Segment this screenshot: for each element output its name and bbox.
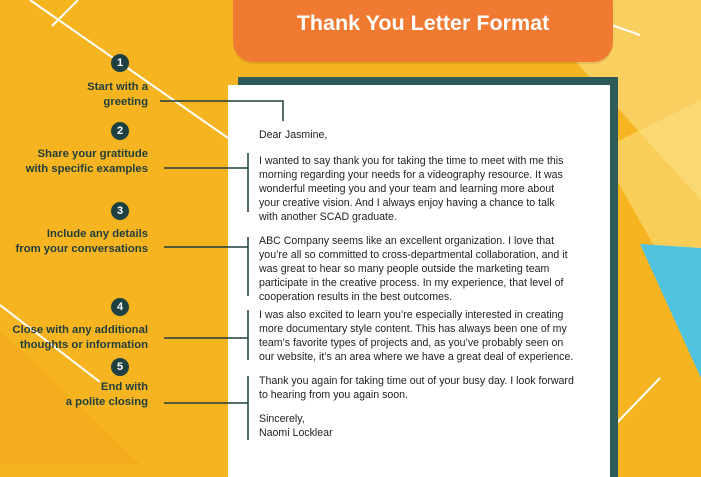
step-2-number: 2 [111,122,129,140]
letter-paragraph-4: Thank you again for taking time out of your busy day. I look forward to hearing from you again soon. [259,375,574,402]
letter-paragraph-1: I wanted to say thank you for taking the time to meet with me this morning regarding your needs for a videography resource. It was wonderful meeting you and your team and learning more about your creative vision. And I always enjoy having a chance to talk with another SCAD graduate. [259,155,564,224]
step-3-label: Include any details from your conversations [15,228,148,255]
page-title: Thank You Letter Format [296,11,550,35]
letter-greeting: Dear Jasmine, [259,129,328,141]
step-3-number: 3 [111,202,129,220]
step-5-number: 5 [111,358,129,376]
letter-signoff: Sincerely, Naomi Locklear [259,413,333,440]
letter-paragraph-2: ABC Company seems like an excellent organization. I love that you’re all so committed to cross-departmental collaboration, and it was great to hear so many people outside the marketing team participate in the creative process. In my experience, that level of cooperation results in the best outcomes. [259,235,568,304]
step-5-label: End with a polite closing [65,381,148,408]
step-4-number: 4 [111,298,129,316]
step-2-label: Share your gratitude with specific examples [25,148,148,175]
step-4-label: Close with any additional thoughts or information [12,324,148,351]
step-1-label: Start with a greeting [87,81,148,108]
step-1-number: 1 [111,54,129,72]
letter-paragraph-3: I was also excited to learn you’re especially interested in creating more documentary style content. This has always been one of my team’s favorite types of projects and, as you’ve probably seen on our website, it’s an area where we have a great deal of experience. [259,309,574,364]
